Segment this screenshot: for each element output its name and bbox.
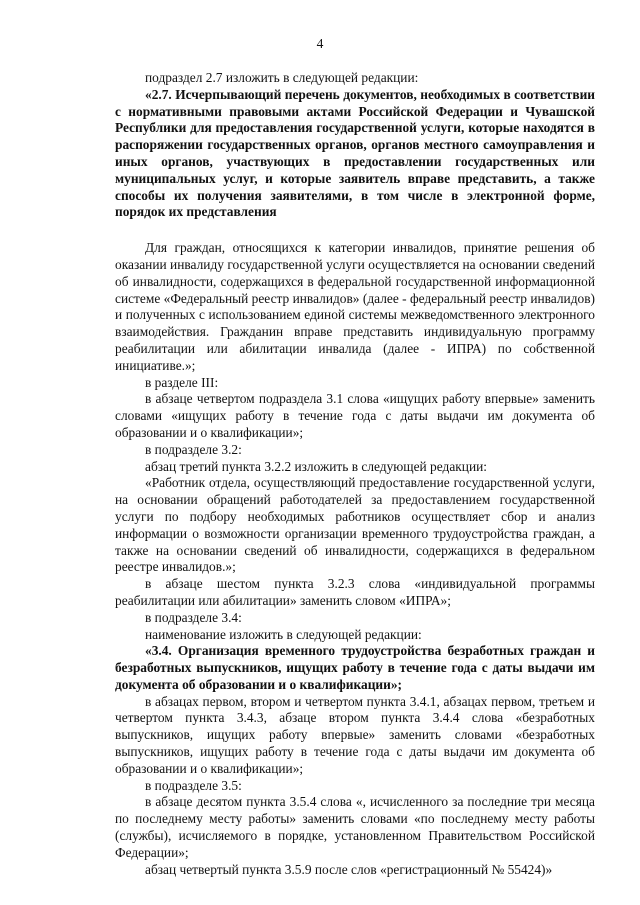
paragraph-section-iii: в разделе III: bbox=[145, 374, 219, 390]
paragraph-spacer bbox=[115, 221, 595, 240]
page-number: 4 bbox=[316, 36, 324, 51]
paragraph-disabled-citizens: Для граждан, относящихся к категории инвалидов, принятие решения об оказании инвалиду государственной услуги осуществляется на основании сведений об инвалидности, содержащихся в федеральной государственной информационной системе «Федеральный реестр инвалидов» (далее - федеральный реестр инвалидов) и полученных с использованием единой системы межведомственного электронного взаимодействия. Гражданин вправе представить индивидуальную программу реабилитации или абилитации инвалида (далее - ИПРА) по собственной инициативе.»; bbox=[115, 240, 595, 373]
paragraph-title-intro: наименование изложить в следующей редакции: bbox=[145, 626, 422, 642]
section-heading-3-4: «3.4. Организация временного трудоустройства безработных граждан и безработных выпускников, ищущих работу в течение года с даты выдачи им документа об образовании и о квалификации»; bbox=[115, 643, 595, 692]
paragraph-3-2-2-intro: абзац третий пункта 3.2.2 изложить в следующей редакции: bbox=[145, 458, 487, 474]
document-body bbox=[115, 70, 595, 878]
paragraph-3-4-amendment: в абзацах первом, втором и четвертом пункта 3.4.1, абзацах первом, третьем и четвертом пункта 3.4.3, абзаце втором пункта 3.4.4 слова «безработных выпускников, ищущих работу впервые» заменить словами «безработных выпускников, ищущих работу в течение года с даты выдачи им документа об образовании и о квалификации»; bbox=[115, 693, 595, 776]
paragraph-3-2-2-text: «Работник отдела, осуществляющий предоставление государственной услуги, на основании обращений работодателей за предоставлением государственной услуги по подбору необходимых работников осуществляет сбор и анализ информации о возможности организации временного трудоустройства граждан, а также на основании сведений об инвалидности, содержащихся в федеральном реестре инвалидов.»; bbox=[115, 475, 595, 575]
section-heading-2-7: «2.7. Исчерпывающий перечень документов, необходимых в соответствии с нормативными правовыми актами Российской Федерации и Чувашской Республики для предоставления государственной услуги, которые находятся в распоряжении государственных органов, органов местного самоуправления и иных органов, участвующих в предоставлении государственных или муниципальных услуг, и которые заявитель вправе представить, а также способы их получения заявителями, в том числе в электронной форме, порядок их представления bbox=[115, 86, 595, 220]
paragraph-intro: подраздел 2.7 изложить в следующей редакции: bbox=[145, 70, 419, 85]
paragraph-subsection-3-5: в подразделе 3.5: bbox=[145, 777, 242, 793]
paragraph-3-1-amendment: в абзаце четвертом подраздела 3.1 слова «ищущих работу впервые» заменить словами «ищущих работу в течение года с даты выдачи им документа об образовании и о квалификации»; bbox=[115, 391, 595, 440]
paragraph-3-5-9-amendment: абзац четвертый пункта 3.5.9 после слов «регистрационный № 55424)» bbox=[145, 861, 553, 877]
paragraph-3-5-4-amendment: в абзаце десятом пункта 3.5.4 слова «, исчисленного за последние три месяца по последнему месту работы» заменить словами «по последнему месту работы (службы), исчисляемого в порядке, установленном Правительством Российской Федерации»; bbox=[115, 794, 595, 860]
paragraph-3-2-3-amendment: в абзаце шестом пункта 3.2.3 слова «индивидуальной программы реабилитации или абилитации» заменить словом «ИПРА»; bbox=[115, 576, 595, 608]
paragraph-subsection-3-2: в подразделе 3.2: bbox=[145, 441, 242, 457]
paragraph-subsection-3-4: в подразделе 3.4: bbox=[145, 609, 242, 625]
